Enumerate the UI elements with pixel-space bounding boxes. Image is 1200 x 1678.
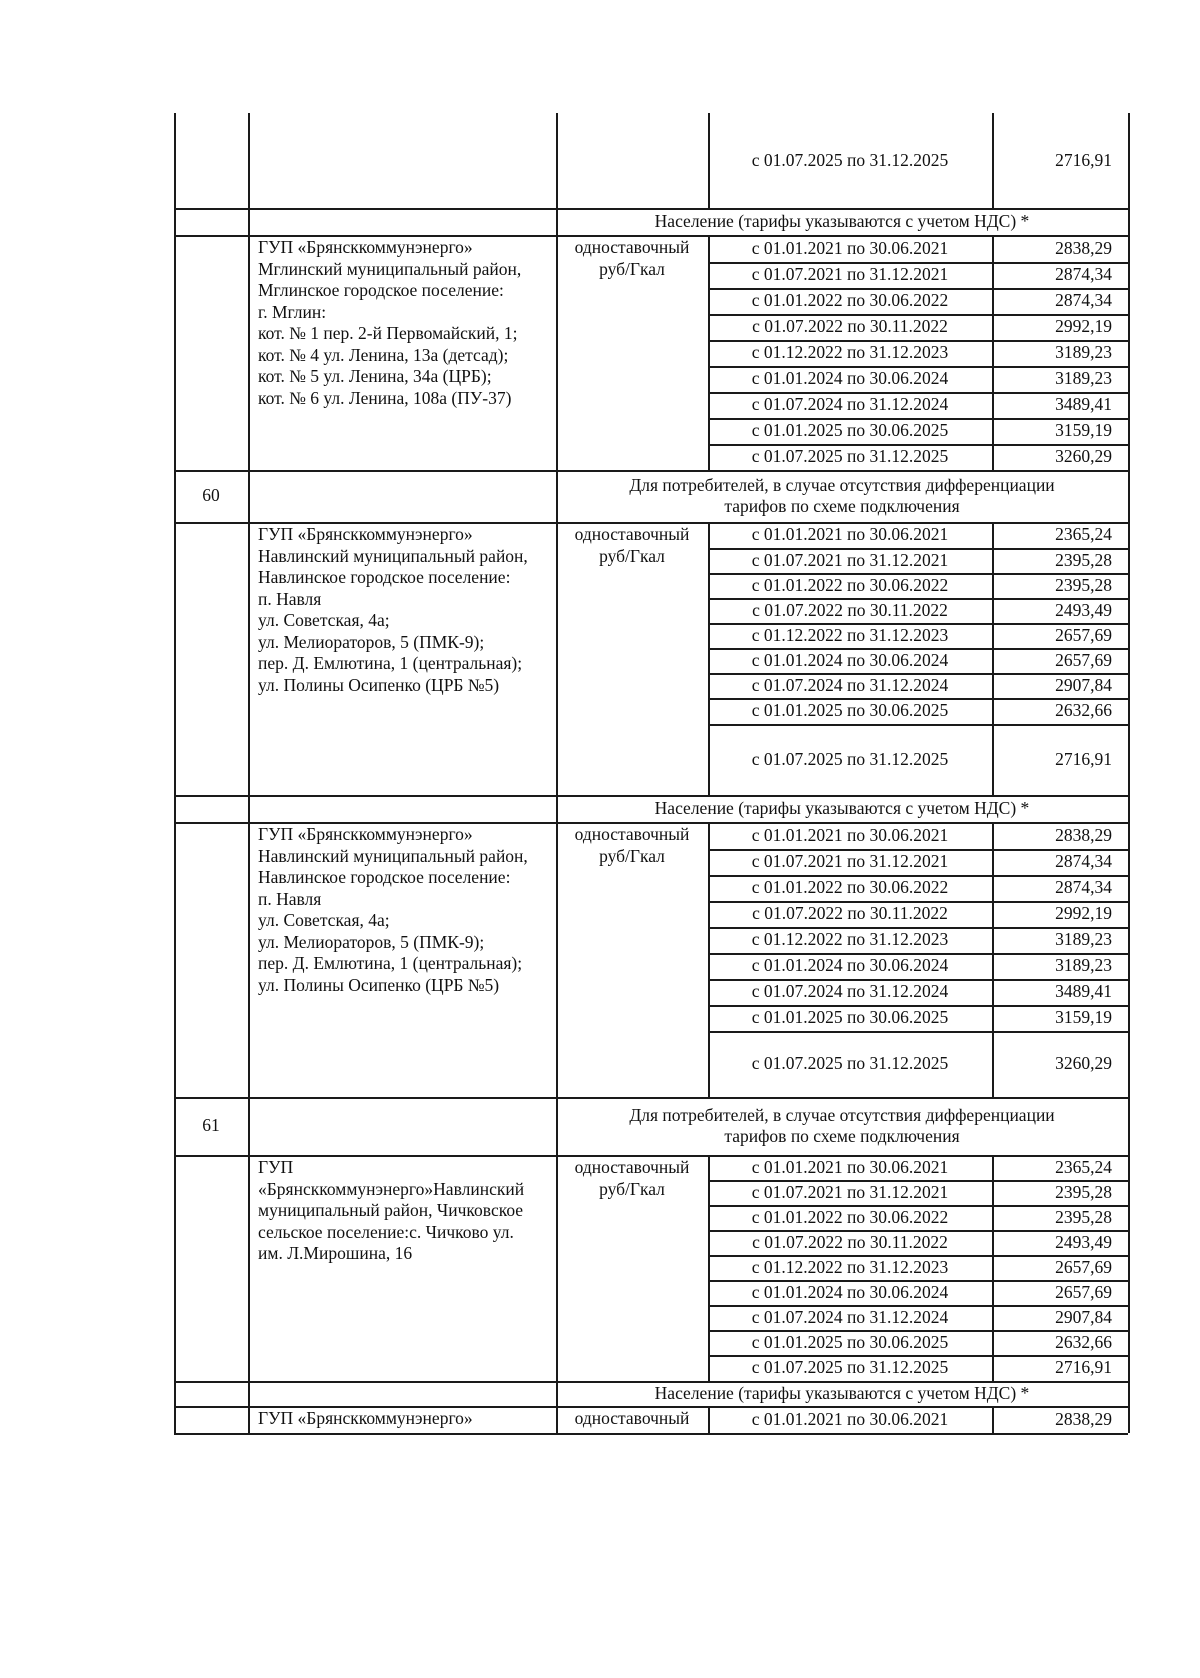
- period-range: с 01.01.2021 по 30.06.2021: [751, 1408, 949, 1429]
- table-rule-vertical: [174, 235, 176, 470]
- period-range: с 01.01.2022 по 30.06.2022: [751, 574, 949, 595]
- table-rule-horizontal: [708, 724, 1128, 726]
- period-range: с 01.07.2021 по 31.12.2021: [751, 264, 949, 284]
- organization-line: муниципальный район, Чичковское: [258, 1200, 524, 1220]
- period-range: с 01.07.2025 по 31.12.2025: [751, 446, 949, 466]
- tariff-value: 2716,91: [1055, 149, 1112, 170]
- tariff-value: 2632,66: [1055, 700, 1112, 720]
- tariff-value: 3159,19: [1055, 1007, 1112, 1027]
- table-rule-vertical: [556, 113, 558, 208]
- table-rule-vertical: [248, 1406, 250, 1433]
- tariff-value: 2657,69: [1055, 649, 1112, 670]
- period-range: с 01.07.2022 по 30.11.2022: [752, 903, 948, 923]
- table-rule-vertical: [174, 1406, 176, 1433]
- table-rule-vertical: [248, 795, 250, 822]
- organization-line: им. Л.Мирошина, 16: [258, 1243, 413, 1263]
- tariff-type-line: одноставочный: [574, 1157, 690, 1177]
- tariff-value: 2992,19: [1055, 316, 1112, 336]
- table-rule-vertical: [1128, 235, 1130, 470]
- table-rule-horizontal: [174, 795, 1128, 797]
- organization-line: «Брянсккоммунэнерго»Навлинский: [258, 1178, 525, 1199]
- organization-line: ГУП «Брянсккоммунэнерго»: [258, 237, 473, 257]
- tariff-value: 2716,91: [1055, 748, 1112, 769]
- table-rule-vertical: [174, 822, 176, 1097]
- table-rule-vertical: [248, 522, 250, 795]
- period-range: с 01.01.2025 по 30.06.2025: [751, 1331, 949, 1352]
- table-rule-horizontal: [174, 470, 1128, 472]
- tariff-value: 2907,84: [1055, 674, 1112, 695]
- organization-line: пер. Д. Емлютина, 1 (центральная);: [258, 653, 523, 673]
- table-rule-vertical: [1128, 822, 1130, 1097]
- tariff-type-line: руб/Гкал: [599, 258, 665, 279]
- period-range: с 01.01.2024 по 30.06.2024: [751, 1281, 949, 1302]
- table-rule-vertical: [248, 1381, 250, 1406]
- period-range: с 01.07.2024 по 31.12.2024: [751, 394, 949, 414]
- tariff-value: 2395,28: [1055, 574, 1112, 595]
- organization-line: ГУП «Брянсккоммунэнерго»: [258, 1408, 473, 1428]
- tariff-table: [174, 113, 1128, 1503]
- period-range: с 01.01.2021 по 30.06.2021: [751, 237, 949, 258]
- tariff-value: 3189,23: [1055, 342, 1112, 362]
- period-range: с 01.07.2021 по 31.12.2021: [751, 851, 949, 871]
- period-range: с 01.12.2022 по 31.12.2023: [751, 929, 949, 949]
- tariff-value: 2395,28: [1055, 549, 1112, 570]
- tariff-type-line: руб/Гкал: [599, 1178, 665, 1199]
- organization-line: ул. Мелиораторов, 5 (ПМК-9);: [258, 931, 485, 952]
- tariff-value: 2992,19: [1055, 903, 1112, 923]
- table-rule-vertical: [248, 1155, 250, 1381]
- period-range: с 01.01.2021 по 30.06.2021: [751, 1156, 949, 1177]
- period-range: с 01.12.2022 по 31.12.2023: [751, 1256, 949, 1277]
- tariff-value: 3489,41: [1055, 394, 1112, 414]
- organization-line: пер. Д. Емлютина, 1 (центральная);: [258, 953, 523, 973]
- group-heading: Население (тарифы указываются с учетом НДС) *: [654, 1382, 1030, 1403]
- tariff-value: 2395,28: [1055, 1181, 1112, 1202]
- tariff-type-line: руб/Гкал: [599, 545, 665, 566]
- period-range: с 01.07.2021 по 31.12.2021: [751, 549, 949, 570]
- table-rule-vertical: [174, 1381, 176, 1406]
- tariff-value: 2874,34: [1055, 851, 1112, 871]
- row-number: 61: [202, 1115, 220, 1135]
- organization-line: Навлинский муниципальный район,: [258, 545, 528, 566]
- group-heading-line: тарифов по схеме подключения: [724, 1126, 960, 1146]
- organization-line: ул. Советская, 4а;: [258, 910, 390, 930]
- table-rule-vertical: [1128, 1381, 1130, 1406]
- period-range: с 01.01.2021 по 30.06.2021: [751, 824, 949, 845]
- tariff-value: 2657,69: [1055, 624, 1112, 645]
- period-range: с 01.07.2024 по 31.12.2024: [751, 981, 949, 1001]
- period-range: с 01.07.2022 по 30.11.2022: [752, 1231, 948, 1252]
- period-range: с 01.12.2022 по 31.12.2023: [751, 624, 949, 645]
- group-heading-line: тарифов по схеме подключения: [724, 496, 960, 516]
- group-heading: Население (тарифы указываются с учетом НДС) *: [654, 210, 1030, 231]
- table-rule-vertical: [248, 235, 250, 470]
- group-heading-line: Для потребителей, в случае отсутствия дифференциации: [629, 1104, 1055, 1125]
- period-range: с 01.07.2024 по 31.12.2024: [751, 1306, 949, 1327]
- organization-line: кот. № 4 ул. Ленина, 13а (детсад);: [258, 344, 509, 365]
- period-range: с 01.07.2021 по 31.12.2021: [751, 1181, 949, 1202]
- tariff-type-line: руб/Гкал: [599, 845, 665, 866]
- organization-line: сельское поселение:с. Чичково ул.: [258, 1221, 514, 1242]
- period-range: с 01.01.2022 по 30.06.2022: [751, 1206, 949, 1227]
- period-range: с 01.01.2025 по 30.06.2025: [751, 700, 949, 720]
- tariff-value: 2874,34: [1055, 264, 1112, 284]
- period-range: с 01.01.2022 по 30.06.2022: [751, 877, 949, 897]
- period-range: с 01.07.2025 по 31.12.2025: [751, 1357, 949, 1377]
- period-range: с 01.01.2025 по 30.06.2025: [751, 420, 949, 440]
- tariff-value: 2907,84: [1055, 1306, 1112, 1327]
- table-rule-vertical: [1128, 795, 1130, 822]
- period-range: с 01.01.2024 по 30.06.2024: [751, 955, 949, 975]
- table-rule-vertical: [1128, 1097, 1130, 1155]
- organization-line: Мглинское городское поселение:: [258, 280, 504, 300]
- table-rule-vertical: [1128, 470, 1130, 522]
- tariff-value: 2874,34: [1055, 877, 1112, 897]
- table-rule-vertical: [248, 822, 250, 1097]
- group-heading-line: Для потребителей, в случае отсутствия дифференциации: [629, 474, 1055, 495]
- tariff-value: 2716,91: [1055, 1357, 1112, 1377]
- period-range: с 01.07.2024 по 31.12.2024: [751, 674, 949, 695]
- organization-line: ул. Советская, 4а;: [258, 610, 390, 630]
- organization-line: Мглинский муниципальный район,: [258, 258, 522, 279]
- tariff-value: 2395,28: [1055, 1206, 1112, 1227]
- tariff-value: 2365,24: [1055, 524, 1112, 544]
- group-heading: Население (тарифы указываются с учетом НДС) *: [654, 797, 1030, 818]
- organization-line: п. Навля: [258, 888, 322, 909]
- row-number: 60: [202, 485, 220, 505]
- table-rule-horizontal: [708, 1031, 1128, 1033]
- table-rule-vertical: [248, 208, 250, 235]
- tariff-value: 2657,69: [1055, 1281, 1112, 1302]
- tariff-type-line: одноставочный: [574, 524, 690, 544]
- organization-line: Навлинское городское поселение:: [258, 567, 511, 587]
- tariff-type-line: одноставочный: [574, 1408, 690, 1428]
- period-range: с 01.01.2021 по 30.06.2021: [751, 524, 949, 544]
- organization-line: г. Мглин:: [258, 301, 327, 322]
- tariff-value: 2838,29: [1055, 1408, 1112, 1429]
- period-range: с 01.07.2022 по 30.11.2022: [752, 316, 948, 336]
- tariff-value: 2632,66: [1055, 1331, 1112, 1352]
- period-range: с 01.01.2025 по 30.06.2025: [751, 1007, 949, 1027]
- tariff-value: 3260,29: [1055, 446, 1112, 466]
- period-range: с 01.01.2024 по 30.06.2024: [751, 368, 949, 388]
- period-range: с 01.07.2025 по 31.12.2025: [751, 748, 949, 769]
- tariff-value: 2838,29: [1055, 237, 1112, 258]
- table-rule-horizontal: [174, 1433, 1128, 1435]
- period-range: с 01.01.2022 по 30.06.2022: [751, 290, 949, 310]
- organization-line: кот. № 1 пер. 2-й Первомайский, 1;: [258, 323, 518, 343]
- table-rule-vertical: [1128, 1155, 1130, 1381]
- period-range: с 01.07.2022 по 30.11.2022: [752, 599, 948, 620]
- tariff-value: 3489,41: [1055, 981, 1112, 1001]
- organization-line: п. Навля: [258, 588, 322, 609]
- table-rule-vertical: [174, 113, 176, 208]
- table-rule-vertical: [1128, 113, 1130, 208]
- organization-line: ул. Полины Осипенко (ЦРБ №5): [258, 674, 500, 695]
- tariff-value: 2493,49: [1055, 599, 1112, 620]
- tariff-type-line: одноставочный: [574, 824, 690, 844]
- tariff-value: 3260,29: [1055, 1053, 1112, 1073]
- organization-line: ГУП «Брянсккоммунэнерго»: [258, 824, 473, 844]
- tariff-value: 2874,34: [1055, 290, 1112, 310]
- tariff-type-line: одноставочный: [574, 237, 690, 257]
- period-range: с 01.07.2025 по 31.12.2025: [751, 1053, 949, 1073]
- table-rule-vertical: [174, 522, 176, 795]
- table-rule-horizontal: [174, 1097, 1128, 1099]
- organization-line: Навлинское городское поселение:: [258, 867, 511, 887]
- organization-line: кот. № 6 ул. Ленина, 108а (ПУ-37): [258, 387, 512, 408]
- tariff-value: 3189,23: [1055, 955, 1112, 975]
- organization-line: ГУП: [258, 1157, 294, 1177]
- table-rule-vertical: [248, 113, 250, 208]
- tariff-value: 2657,69: [1055, 1256, 1112, 1277]
- table-rule-vertical: [1128, 522, 1130, 795]
- tariff-value: 3189,23: [1055, 929, 1112, 949]
- tariff-value: 2838,29: [1055, 824, 1112, 845]
- table-rule-vertical: [174, 795, 176, 822]
- table-rule-vertical: [248, 470, 250, 522]
- table-rule-vertical: [248, 1097, 250, 1155]
- period-range: с 01.01.2024 по 30.06.2024: [751, 649, 949, 670]
- organization-line: Навлинский муниципальный район,: [258, 845, 528, 866]
- tariff-value: 2365,24: [1055, 1156, 1112, 1177]
- tariff-value: 2493,49: [1055, 1231, 1112, 1252]
- organization-line: ул. Мелиораторов, 5 (ПМК-9);: [258, 631, 485, 652]
- table-rule-horizontal: [174, 208, 1128, 210]
- organization-line: ГУП «Брянсккоммунэнерго»: [258, 524, 473, 544]
- organization-line: ул. Полины Осипенко (ЦРБ №5): [258, 974, 500, 995]
- tariff-value: 3159,19: [1055, 420, 1112, 440]
- period-range: с 01.07.2025 по 31.12.2025: [751, 149, 949, 170]
- table-rule-vertical: [1128, 1406, 1130, 1433]
- period-range: с 01.12.2022 по 31.12.2023: [751, 342, 949, 362]
- tariff-value: 3189,23: [1055, 368, 1112, 388]
- table-rule-vertical: [174, 208, 176, 235]
- table-rule-vertical: [174, 1155, 176, 1381]
- table-rule-vertical: [1128, 208, 1130, 235]
- organization-line: кот. № 5 ул. Ленина, 34а (ЦРБ);: [258, 366, 492, 386]
